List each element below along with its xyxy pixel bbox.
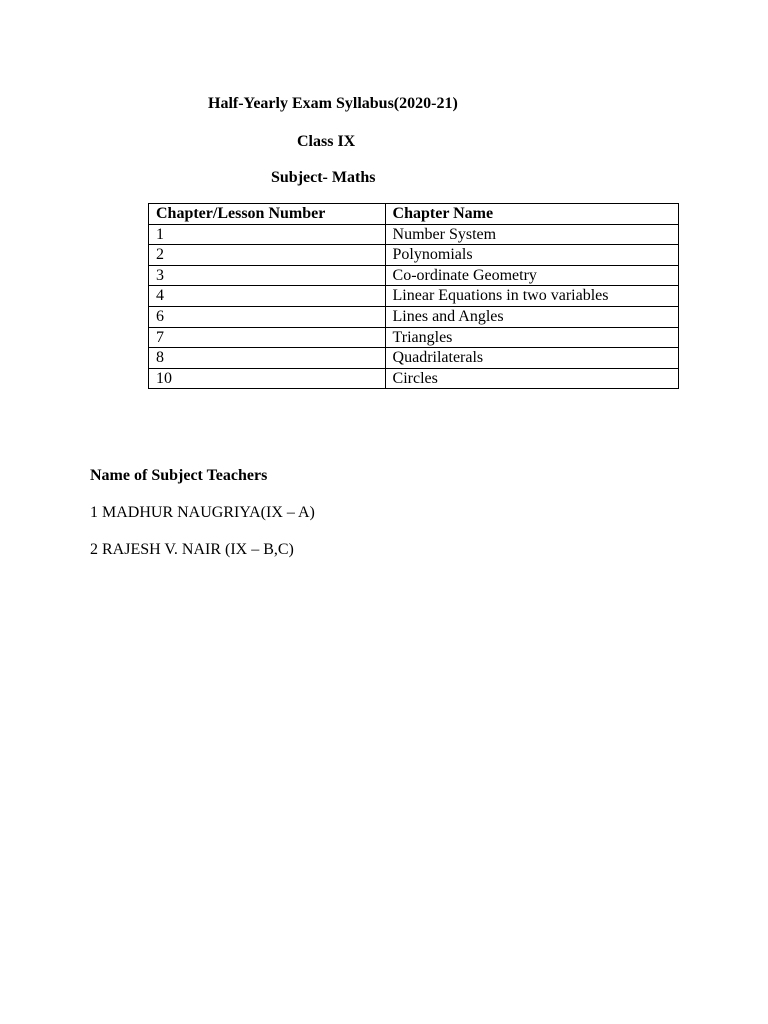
table-row [149,245,679,266]
table-row [149,265,679,286]
chapter-number-cell: 2 [149,245,386,266]
subject-label: Subject- Maths [271,169,376,186]
chapter-name-cell: Linear Equations in two variables [385,286,678,307]
chapter-number-cell: 10 [149,368,386,389]
table-header-row [149,204,679,225]
chapter-name-cell: Polynomials [385,245,678,266]
teacher-entry: 1 MADHUR NAUGRIYA(IX – A) [90,504,315,521]
table-row [149,306,679,327]
class-label: Class IX [297,133,356,150]
chapter-number-cell: 3 [149,265,386,286]
chapter-name-cell: Lines and Angles [385,306,678,327]
teacher-entry: 2 RAJESH V. NAIR (IX – B,C) [90,541,294,558]
column-header-chapter-number: Chapter/Lesson Number [149,204,386,225]
chapter-number-cell: 6 [149,306,386,327]
chapter-name-cell: Triangles [385,327,678,348]
chapter-name-cell: Co-ordinate Geometry [385,265,678,286]
table-row [149,348,679,369]
table-row [149,286,679,307]
teachers-heading: Name of Subject Teachers [90,467,268,484]
document-title: Half-Yearly Exam Syllabus(2020-21) [208,95,458,112]
chapter-number-cell: 4 [149,286,386,307]
chapter-number-cell: 7 [149,327,386,348]
table-row [149,224,679,245]
table-row [149,327,679,348]
chapter-number-cell: 8 [149,348,386,369]
column-header-chapter-name: Chapter Name [385,204,678,225]
syllabus-table [148,203,679,389]
chapter-name-cell: Circles [385,368,678,389]
chapter-name-cell: Quadrilaterals [385,348,678,369]
table-row [149,368,679,389]
chapter-name-cell: Number System [385,224,678,245]
chapter-number-cell: 1 [149,224,386,245]
